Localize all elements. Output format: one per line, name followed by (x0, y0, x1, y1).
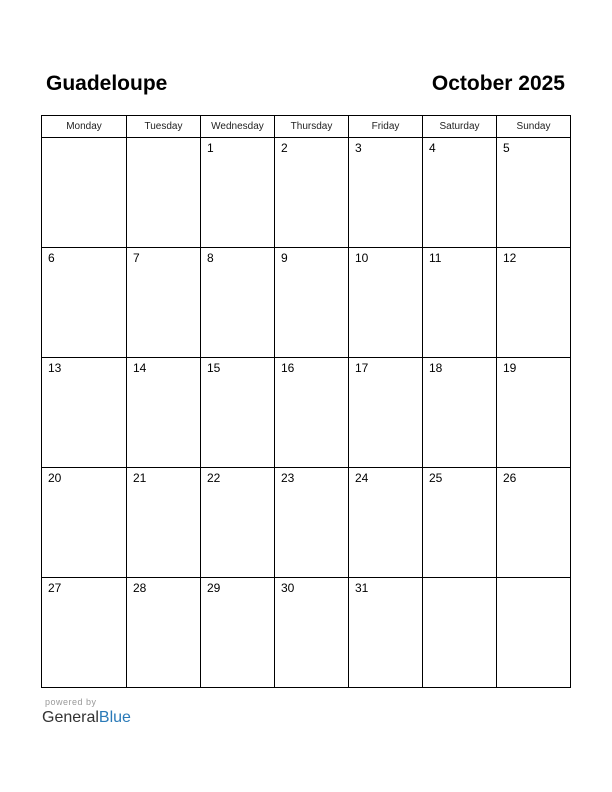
weekday-header: Wednesday (201, 116, 275, 138)
day-cell: 21 (127, 468, 201, 578)
calendar-region-title: Guadeloupe (46, 72, 168, 95)
week-row (42, 138, 571, 248)
brand-name-part2: Blue (98, 709, 131, 726)
weekday-header: Saturday (423, 116, 497, 138)
day-cell: 1 (201, 138, 275, 248)
day-cell: 4 (423, 138, 497, 248)
weekday-header: Sunday (497, 116, 571, 138)
week-row (42, 468, 571, 578)
day-cell: 27 (42, 578, 127, 688)
week-row (42, 358, 571, 468)
day-cell: 17 (349, 358, 423, 468)
day-cell: 23 (275, 468, 349, 578)
day-cell: 15 (201, 358, 275, 468)
day-cell (42, 138, 127, 248)
day-cell: 9 (275, 248, 349, 358)
day-cell: 28 (127, 578, 201, 688)
day-cell: 13 (42, 358, 127, 468)
weekday-header: Friday (349, 116, 423, 138)
weekday-header: Tuesday (127, 116, 201, 138)
weekday-header: Monday (42, 116, 127, 138)
calendar-grid (41, 115, 571, 688)
day-cell: 31 (349, 578, 423, 688)
generalblue-logo[interactable] (42, 708, 131, 728)
day-cell (127, 138, 201, 248)
day-cell: 7 (127, 248, 201, 358)
day-cell: 29 (201, 578, 275, 688)
day-cell: 6 (42, 248, 127, 358)
week-row (42, 248, 571, 358)
day-cell: 19 (497, 358, 571, 468)
week-row (42, 578, 571, 688)
calendar-month-title: October 2025 (431, 72, 565, 95)
day-cell: 16 (275, 358, 349, 468)
day-cell: 26 (497, 468, 571, 578)
day-cell: 24 (349, 468, 423, 578)
day-cell: 18 (423, 358, 497, 468)
day-cell: 8 (201, 248, 275, 358)
day-cell: 11 (423, 248, 497, 358)
weekday-header-row (42, 116, 571, 138)
day-cell: 20 (42, 468, 127, 578)
day-cell: 2 (275, 138, 349, 248)
day-cell (497, 578, 571, 688)
day-cell (423, 578, 497, 688)
day-cell: 3 (349, 138, 423, 248)
day-cell: 12 (497, 248, 571, 358)
powered-by-label: powered by (45, 697, 97, 707)
day-cell: 10 (349, 248, 423, 358)
day-cell: 22 (201, 468, 275, 578)
brand-name-part1: General (42, 709, 99, 726)
day-cell: 5 (497, 138, 571, 248)
weekday-header: Thursday (275, 116, 349, 138)
day-cell: 14 (127, 358, 201, 468)
day-cell: 25 (423, 468, 497, 578)
day-cell: 30 (275, 578, 349, 688)
